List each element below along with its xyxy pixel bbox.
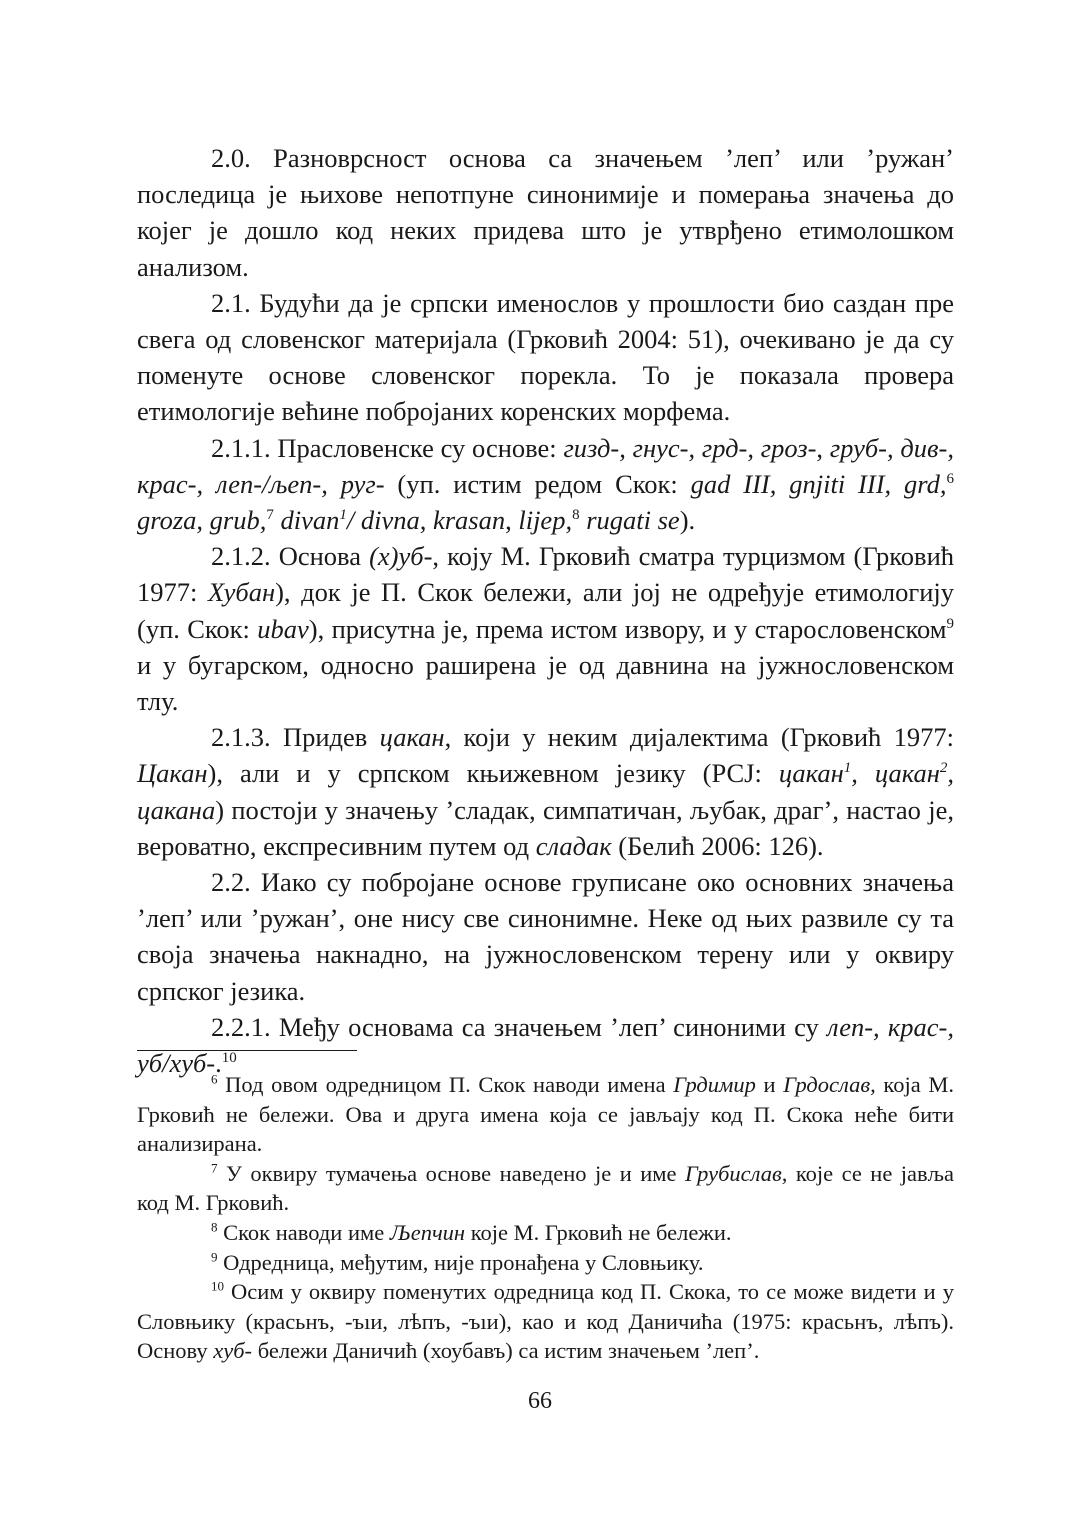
footnote-marker: 1 [843, 760, 852, 777]
italic-text: Хубан [207, 577, 276, 608]
text-run: 2.1. Будући да је српски именослов у прошлости био саздан пре свега од словенског материјала (Грковић 2004: 51), очекивано је да су поменуте основе словенског порекла. То је показала провера етимологије већине побројаних коренских морфема. [137, 287, 954, 427]
italic-text: , [851, 758, 875, 789]
text-run: ), али и у српском књижевном језику (РСЈ: [207, 758, 779, 789]
italic-text: Грдимир [673, 1072, 756, 1097]
text-run: Осим у оквиру поменутих одредница код П. Скока, то се може видети и у Словњику (красьнъ, -ъıи, лѣпъ, -ъıи), као и код Даничића (1975: красьнъ, лѣпъ). Основу [137, 1279, 954, 1364]
text-run: (уп. истим редом Скок: [384, 468, 691, 499]
italic-text: Љепчин [389, 1219, 466, 1245]
text-run: , коју М. Грковић сматра турцизмом (Грковић 1977: [137, 541, 954, 608]
italic-text: цакана [137, 794, 216, 825]
text-run: (Белић 2006: 126). [611, 830, 824, 861]
paragraph [137, 864, 954, 1009]
main-text [137, 140, 954, 1081]
paragraph [137, 538, 954, 719]
italic-text: groza, grub, [137, 505, 267, 536]
italic-text: / divna, krasan [346, 505, 506, 536]
text-run: и у бугарском, односно раширена је од давнина на јужнословенском тлу. [137, 649, 954, 717]
footnote-marker: 9 [211, 1249, 218, 1265]
footnote-marker: 6 [211, 1071, 218, 1087]
italic-text: цакан [778, 758, 844, 789]
paragraph [137, 140, 954, 285]
page-number: 66 [528, 1388, 552, 1414]
paragraph [137, 285, 954, 430]
footnote [137, 1070, 954, 1159]
italic-text: Цакан [137, 758, 208, 789]
text-run: 2.2. Иако су побројане основе груписане око основних значења ’леп’ или ’ружан’, оне нису све синонимне. Неке од њих развиле су та своја значења накнадно, на јужнословенском терену или у оквиру српског језика. [137, 867, 954, 1006]
italic-text: цакан [874, 758, 940, 789]
footnote-marker: 10 [211, 1278, 224, 1294]
text-run: која М. Грковић не бележи. Ова и друга имена која се јављају код П. Скока неће бити анализирана. [137, 1072, 954, 1157]
footnote-marker: 8 [572, 507, 580, 524]
footnote-marker: 9 [946, 615, 954, 632]
footnote-marker: 1 [339, 507, 347, 524]
text-run: Скок наводи име [217, 1219, 390, 1245]
italic-text: divan [280, 505, 340, 536]
footnote-marker: 8 [211, 1219, 218, 1235]
italic-text: Грубислав, [684, 1160, 788, 1186]
italic-text: rugati se [586, 505, 680, 536]
text-run: ), док је П. Скок бележи, али јој не одређује етимологију (уп. Скок: [137, 577, 954, 644]
text-run: 2.1.1. Прасловенске су основе: [211, 432, 564, 463]
italic-text: Грдослав, [783, 1072, 876, 1097]
footnote-marker: 6 [946, 471, 954, 487]
italic-text: леп-, крас-, уб/хуб- [137, 1011, 954, 1079]
text-run: 2.0. Разноврсност основа са значењем ’леп’ или ’ружан’ последица је њихове непотпуне синонимије и померања значења до којег је дошло код неких придева што је утврђено етимолошком анализом. [137, 143, 954, 282]
text-run: У оквиру тумачења основе наведено је и име [217, 1160, 685, 1186]
italic-text: груб-, див-, крас-, леп-/љеп-, руг- [137, 432, 954, 499]
paragraph [137, 430, 954, 539]
footnote [137, 1248, 954, 1278]
italic-text: (х)уб- [369, 541, 433, 572]
text-run: ), присутна је, према истом извору, и у старословенском [308, 613, 947, 644]
text-run: и [755, 1072, 784, 1097]
italic-text: хуб- [213, 1338, 253, 1364]
text-run: 2.2.1. Међу основама са значењем ’леп’ синоними су [211, 1011, 827, 1042]
text-run: , [505, 505, 519, 536]
text-run: које се не јавља код М. Грковић. [137, 1160, 954, 1216]
italic-text: ubav [257, 613, 309, 644]
footnote-marker: 2 [939, 760, 948, 777]
footnote-marker: 10 [221, 1050, 237, 1067]
italic-text: сладак [535, 830, 612, 861]
text-run: , [816, 432, 830, 463]
paragraph [137, 719, 954, 864]
text-run: бележи Даничић (хоубавъ) са истим значењем ’леп’. [252, 1338, 760, 1364]
footnote [137, 1159, 954, 1218]
footnote-marker: 7 [211, 1160, 218, 1176]
footnote-marker: 7 [266, 507, 274, 524]
italic-text: lijep, [518, 505, 573, 536]
italic-text: , [947, 758, 954, 789]
text-run: , који у неким дијалектима (Грковић 1977: [444, 722, 954, 753]
text-run: 2.1.2. Основа [211, 541, 370, 572]
footnote [137, 1218, 954, 1248]
footnote [137, 1277, 954, 1366]
italic-text: gad III, gnjiti III, grd, [690, 468, 947, 499]
footnotes [137, 1070, 954, 1366]
text-run: ). [679, 505, 696, 536]
footnote-separator [137, 1050, 357, 1051]
italic-text: гизд-, гнус-, грд-, гроз- [563, 432, 817, 463]
text-run: Под овом одредницом П. Скок наводи имена [217, 1072, 674, 1097]
text-run: Одредница, међутим, није пронађена у Словњику. [217, 1249, 704, 1275]
text-run: 2.1.3. Придев [211, 722, 380, 753]
italic-text: цакан [379, 722, 445, 753]
text-run: које М. Грковић не бележи. [465, 1219, 732, 1245]
text-run: ) постоји у значењу ’сладак, симпатичан, љубак, драг’, настао је, вероватно, експресивним путем од [137, 794, 954, 861]
text-run: . [215, 1048, 222, 1079]
